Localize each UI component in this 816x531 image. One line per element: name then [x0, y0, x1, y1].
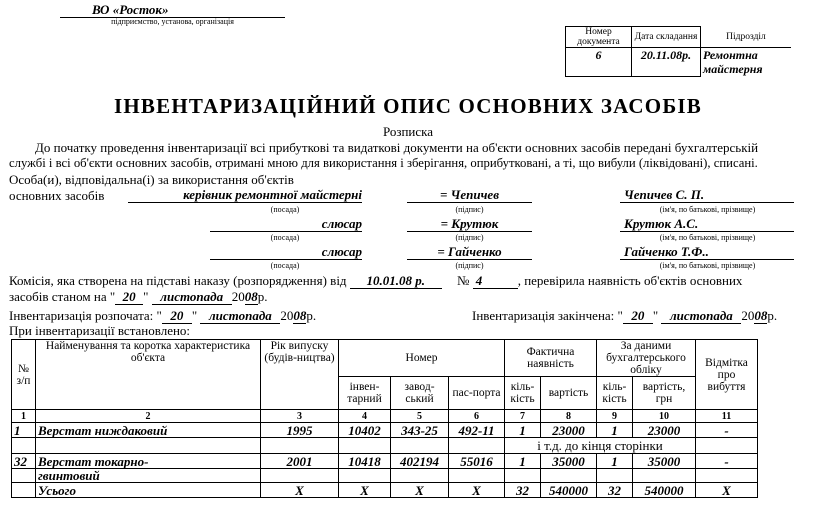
person-2-signature-caption: (підпис) [455, 233, 484, 242]
responsible-label-1: Особа(и), відповідальна(і) за використання об'єктів [9, 172, 294, 187]
inventory-end-year-prefix: 20 [741, 308, 755, 323]
receipt-text-1: До початку проведення інвентаризації всі прибуткові та видаткові документи на об'єкти основних засобів передані бухгалтерській [35, 140, 759, 155]
table-cell: - [696, 454, 758, 469]
table-cell [339, 469, 391, 483]
inventory-start-line [9, 308, 316, 324]
th-qty: кіль-кість [505, 377, 541, 410]
th-retired: Відмітка про вибуття [696, 340, 758, 410]
table-cell [12, 469, 36, 483]
inventory-end-day: 20 [623, 308, 653, 324]
table-cell: 55016 [449, 454, 505, 469]
col-number: 9 [597, 410, 633, 423]
person-2-signature: = Крутюк [407, 216, 532, 232]
col-number: 7 [505, 410, 541, 423]
person-3-signature-caption: (підпис) [455, 261, 484, 270]
table-row [12, 438, 758, 454]
table-cell: - [696, 423, 758, 438]
table-cell: 2001 [261, 454, 339, 469]
table-cell: Х [696, 483, 758, 498]
commission-order-no: 4 [473, 273, 518, 289]
th-no: № з/п [12, 340, 36, 410]
commission-text-1: Комісія, яка створена на підставі наказу (розпорядження) від [9, 273, 347, 288]
table-cell: 10418 [339, 454, 391, 469]
person-3-name-caption: (ім'я, по батькові, прізвище) [659, 261, 756, 270]
col-number: 8 [541, 410, 597, 423]
table-cell: 540000 [633, 483, 696, 498]
person-2-position-caption: (посада) [270, 233, 300, 242]
table-cell [541, 469, 597, 483]
table-cell [505, 469, 541, 483]
inventory-start-day: 20 [162, 308, 192, 324]
th-name: Найменування та коротка характеристика об'єкта [36, 340, 261, 410]
inventory-table [11, 339, 758, 498]
table-cell: 32 [505, 483, 541, 498]
table-cell: 492-11 [449, 423, 505, 438]
col-number: 3 [261, 410, 339, 423]
table-cell: 1 [505, 454, 541, 469]
responsible-label-2: основних засобів [9, 188, 105, 203]
table-cell [12, 483, 36, 498]
inventory-start-month: листопада [200, 308, 280, 324]
person-3-position: слюсар [210, 244, 362, 260]
table-row-total [12, 483, 758, 498]
table-cell: Усього [36, 483, 261, 498]
inventory-start-year-suffix: р. [306, 308, 317, 323]
th-year: Рік випуску (будів-ництва) [261, 340, 339, 410]
table-cell: Х [339, 483, 391, 498]
org-name: ВО «Росток» [92, 2, 169, 17]
inventory-start-year: 08 [293, 308, 307, 323]
person-2-name: Крутюк А.С. [620, 216, 794, 232]
col-number: 2 [36, 410, 261, 423]
person-1-position: керівник ремонтної майстерні [128, 187, 362, 203]
table-cell [391, 469, 449, 483]
col-number: 1 [12, 410, 36, 423]
person-2-position: слюсар [210, 216, 362, 232]
inventory-start-year-prefix: 20 [280, 308, 294, 323]
person-3-name: Гайченко Т.Ф.. [620, 244, 794, 260]
commission-text-2: , перевірила наявність об'єктів основних [517, 273, 743, 288]
table-cell: гвинтовий [36, 469, 261, 483]
table-cell [633, 469, 696, 483]
table-cell: 1 [12, 423, 36, 438]
inventory-end-label: Інвентаризація закінчена: " [472, 308, 623, 323]
col-number: 5 [391, 410, 449, 423]
person-1-name-caption: (ім'я, по батькові, прізвище) [659, 205, 756, 214]
inventory-end-line [472, 308, 777, 324]
th-passport: пас-порта [449, 377, 505, 410]
receipt-title: Розписка [382, 124, 434, 139]
table-row [12, 423, 758, 438]
continuation-note: і т.д. до кінця сторінки [505, 438, 696, 454]
table-cell [696, 469, 758, 483]
table-cell: 1995 [261, 423, 339, 438]
table-row [12, 454, 758, 469]
commission-day: 20 [115, 289, 143, 305]
receipt-text-2: службі і всі об'єкти основних засобів, отримані мною для використання і зберігання, оприбутковані, а ті, що вибули (ліквідовані), списані. [9, 156, 758, 170]
inventory-start-label: Інвентаризація розпочата: " [9, 308, 162, 323]
table-row [12, 469, 758, 483]
page-title: ІНВЕНТАРИЗАЦІЙНИЙ ОПИС ОСНОВНИХ ЗАСОБІВ [114, 94, 702, 118]
th-actual: Фактична наявність [505, 340, 597, 377]
col-doc-no: Номер документа [566, 27, 632, 48]
table-cell: 35000 [633, 454, 696, 469]
col-date: Дата складання [632, 27, 701, 48]
commission-text-3: засобів станом на " [9, 289, 116, 304]
table-cell: 1 [597, 454, 633, 469]
person-3-position-caption: (посада) [270, 261, 300, 270]
table-cell: Х [391, 483, 449, 498]
person-2-name-caption: (ім'я, по батькові, прізвище) [659, 233, 756, 242]
table-cell: 10402 [339, 423, 391, 438]
table-cell: 1 [505, 423, 541, 438]
inventory-end-sep: " [652, 308, 659, 323]
commission-no-label: № [457, 273, 470, 288]
person-1-signature: = Чепичев [407, 187, 532, 203]
th-factory: завод-ський [391, 377, 449, 410]
table-cell: 540000 [541, 483, 597, 498]
doc-no-value: 6 [566, 48, 632, 77]
person-1-name: Чепичев С. П. [620, 187, 794, 203]
th-acc-qty: кіль-кість [597, 377, 633, 410]
col-number: 6 [449, 410, 505, 423]
col-dept: Підрозділ [701, 27, 792, 48]
commission-year-suffix: р. [257, 289, 268, 304]
inventory-end-year-suffix: р. [767, 308, 778, 323]
commission-month: листопада [152, 289, 232, 305]
doc-date-value: 20.11.08р. [632, 48, 701, 77]
table-cell: 23000 [541, 423, 597, 438]
table-cell: 32 [12, 454, 36, 469]
table-cell: 32 [597, 483, 633, 498]
table-cell: Верстат ниждаковий [36, 423, 261, 438]
inventory-end-month: листопада [661, 308, 741, 324]
org-caption: підприємство, установа, організація [111, 17, 234, 26]
table-cell [261, 469, 339, 483]
table-cell: 35000 [541, 454, 597, 469]
inventory-start-sep: " [191, 308, 198, 323]
established-label: При інвентаризації встановлено: [9, 323, 191, 338]
commission-order-date: 10.01.08 р. [350, 273, 442, 289]
doc-header-table [565, 26, 791, 77]
table-cell: 1 [597, 423, 633, 438]
col-number: 11 [696, 410, 758, 423]
th-accounting: За даними бухгалтерського обліку [597, 340, 696, 377]
person-1-signature-caption: (підпис) [455, 205, 484, 214]
table-cell: 343-25 [391, 423, 449, 438]
commission-line-1 [9, 273, 742, 289]
table-cell [449, 469, 505, 483]
table-cell: Верстат токарно- [36, 454, 261, 469]
th-acc-value: вартість, грн [633, 377, 696, 410]
table-cell: Х [449, 483, 505, 498]
table-cell [597, 469, 633, 483]
col-number: 4 [339, 410, 391, 423]
table-cell: 23000 [633, 423, 696, 438]
inventory-end-year: 08 [754, 308, 768, 323]
th-value: вартість [541, 377, 597, 410]
commission-sep: " [143, 289, 149, 304]
th-inv: інвен-тарний [339, 377, 391, 410]
col-number: 10 [633, 410, 696, 423]
commission-year-prefix: 20 [231, 289, 245, 304]
doc-dept-value: Ремонтна майстерня [701, 48, 792, 77]
commission-year: 08 [244, 289, 258, 304]
table-cell: Х [261, 483, 339, 498]
th-number: Номер [339, 340, 505, 377]
commission-line-2 [9, 289, 267, 305]
person-3-signature: = Гайченко [407, 244, 532, 260]
person-1-position-caption: (посада) [270, 205, 300, 214]
table-cell: 402194 [391, 454, 449, 469]
